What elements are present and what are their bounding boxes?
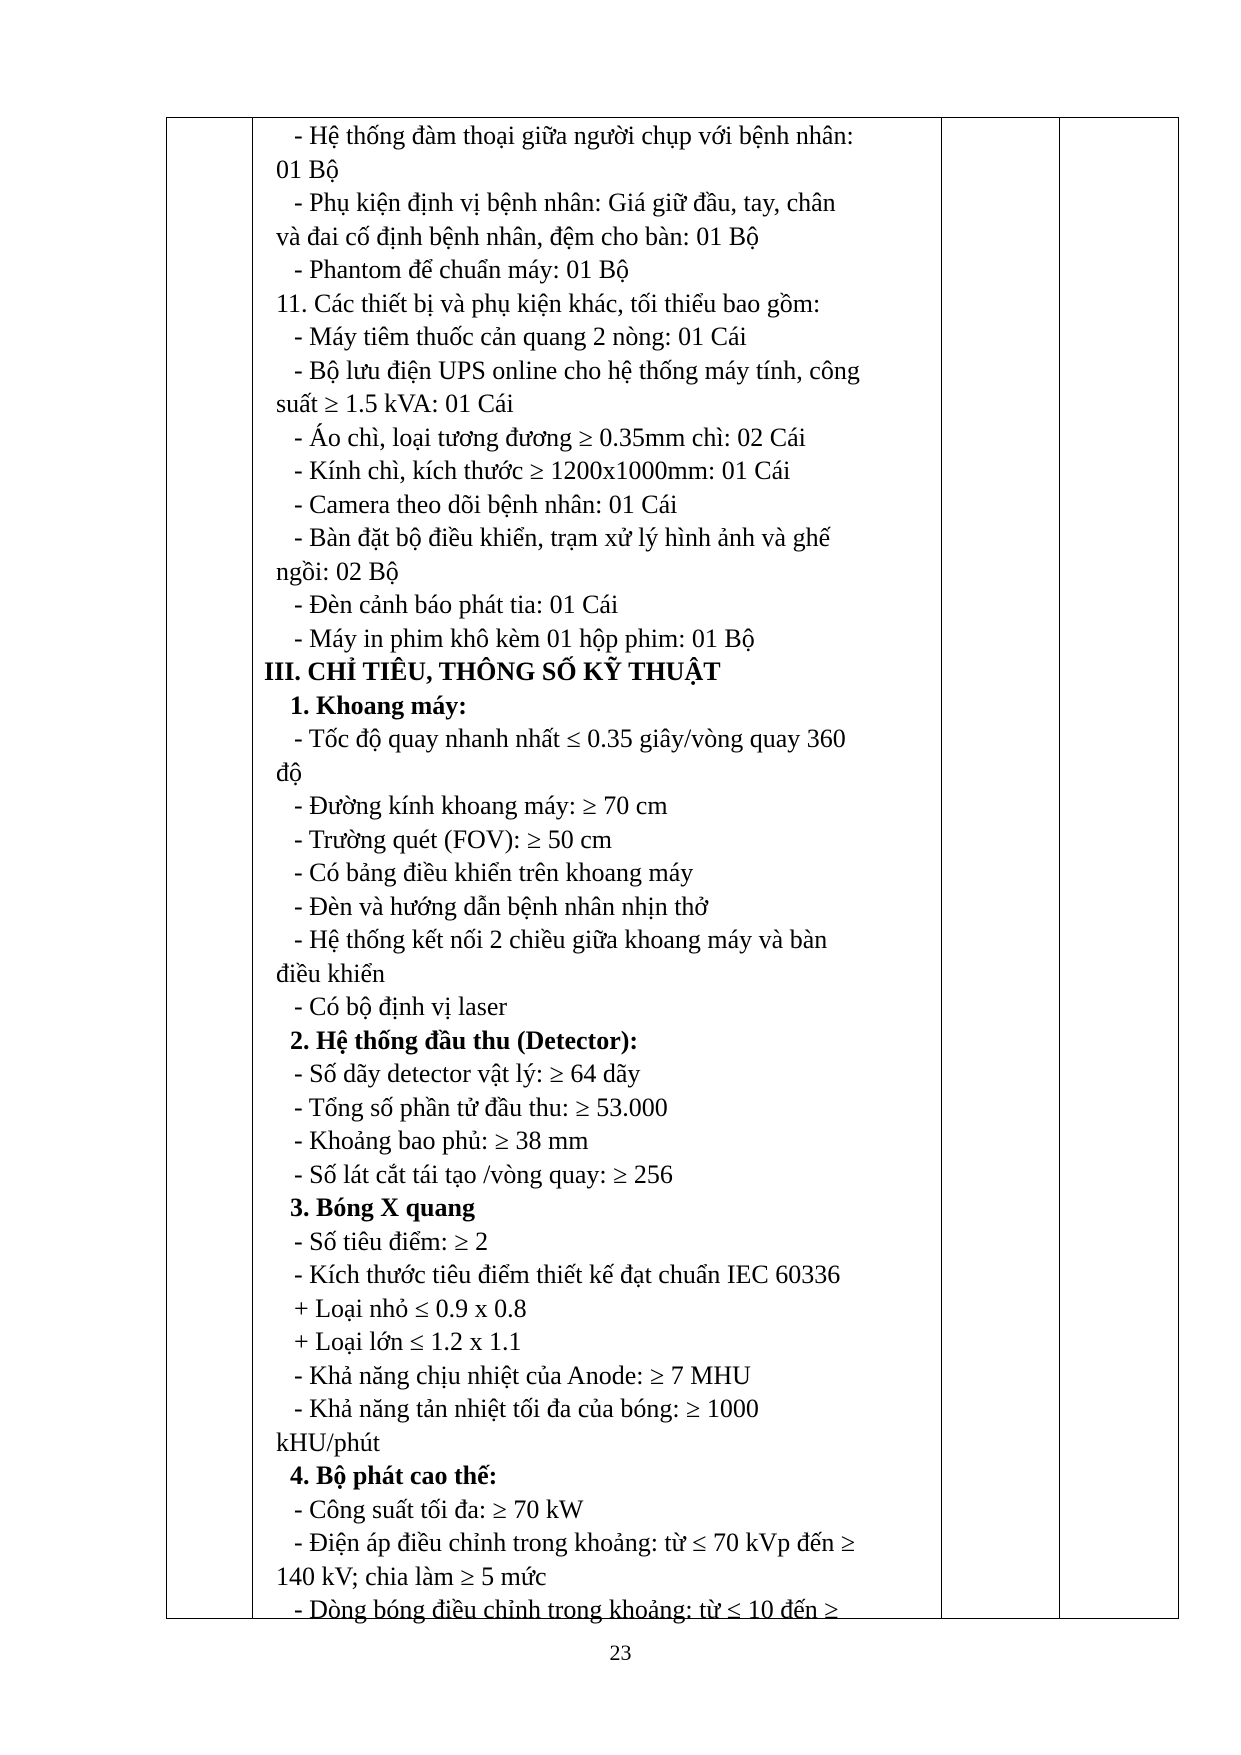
text-line: - Trường quét (FOV): ≥ 50 cm — [294, 824, 613, 854]
table-column-divider — [252, 117, 253, 1619]
text-line: - Có bộ định vị laser — [294, 992, 508, 1021]
table-column-divider — [941, 117, 942, 1619]
text-line: - Khả năng chịu nhiệt của Anode: ≥ 7 MHU — [294, 1360, 751, 1390]
text-line: - Camera theo dõi bệnh nhân: 01 Cái — [294, 489, 678, 519]
text-line: 4. Bộ phát cao thế: — [290, 1461, 498, 1490]
text-line: - Áo chì, loại tương đương ≥ 0.35mm chì: 02 Cái — [294, 422, 806, 452]
text-line: - Khoảng bao phủ: ≥ 38 mm — [294, 1126, 589, 1155]
text-line: + Loại lớn ≤ 1.2 x 1.1 — [294, 1327, 522, 1356]
text-line: - Đèn và hướng dẫn bệnh nhân nhịn thở — [294, 891, 709, 921]
text-line: và đai cố định bệnh nhân, đệm cho bàn: 01 Bộ — [276, 221, 760, 251]
text-line: - Bàn đặt bộ điều khiển, trạm xử lý hình ảnh và ghế — [294, 523, 831, 552]
text-line: - Đèn cảnh báo phát tia: 01 Cái — [294, 590, 619, 619]
text-line: độ — [276, 757, 302, 787]
text-line: - Có bảng điều khiển trên khoang máy — [294, 858, 694, 887]
text-line: - Phantom để chuẩn máy: 01 Bộ — [294, 255, 630, 284]
text-line: - Kích thước tiêu điểm thiết kế đạt chuẩn IEC 60336 — [294, 1260, 841, 1289]
table-column-divider — [1059, 117, 1060, 1619]
spec-description-cell — [264, 119, 931, 1627]
text-line: - Số lát cắt tái tạo /vòng quay: ≥ 256 — [294, 1159, 673, 1189]
text-line: - Khả năng tản nhiệt tối đa của bóng: ≥ 1000 — [294, 1394, 759, 1423]
text-line: - Tổng số phần tử đầu thu: ≥ 53.000 — [294, 1092, 668, 1122]
text-line: - Hệ thống kết nối 2 chiều giữa khoang máy và bàn — [294, 925, 828, 954]
text-line: - Dòng bóng điều chỉnh trong khoảng: từ ≤ 10 đến ≥ — [294, 1595, 839, 1624]
text-line: - Kính chì, kích thước ≥ 1200x1000mm: 01 Cái — [294, 456, 791, 485]
text-line: - Công suất tối đa: ≥ 70 kW — [294, 1494, 584, 1524]
text-line: kHU/phút — [276, 1427, 380, 1457]
text-line: 140 kV; chia làm ≥ 5 mức — [276, 1561, 547, 1591]
text-line: 2. Hệ thống đầu thu (Detector): — [290, 1025, 639, 1055]
text-line: - Đường kính khoang máy: ≥ 70 cm — [294, 791, 668, 820]
text-line: 1. Khoang máy: — [290, 690, 467, 720]
text-line: - Hệ thống đàm thoại giữa người chụp với bệnh nhân: — [294, 121, 854, 150]
text-line: - Máy in phim khô kèm 01 hộp phim: 01 Bộ — [294, 623, 755, 653]
text-line: suất ≥ 1.5 kVA: 01 Cái — [276, 389, 514, 418]
page-number: 23 — [609, 1640, 632, 1665]
text-line: - Phụ kiện định vị bệnh nhân: Giá giữ đầu, tay, chân — [294, 188, 836, 217]
text-line: - Điện áp điều chỉnh trong khoảng: từ ≤ 70 kVp đến ≥ — [294, 1528, 856, 1557]
text-line: 11. Các thiết bị và phụ kiện khác, tối thiểu bao gồm: — [276, 288, 821, 318]
text-line: 3. Bóng X quang — [290, 1193, 475, 1222]
text-line: III. CHỈ TIÊU, THÔNG SỐ KỸ THUẬT — [264, 657, 721, 686]
text-line: - Tốc độ quay nhanh nhất ≤ 0.35 giây/vòng quay 360 — [294, 724, 846, 753]
text-line: - Bộ lưu điện UPS online cho hệ thống máy tính, công — [294, 355, 860, 385]
text-line: + Loại nhỏ ≤ 0.9 x 0.8 — [294, 1293, 527, 1323]
text-line: - Số dãy detector vật lý: ≥ 64 dãy — [294, 1059, 641, 1088]
text-line: - Số tiêu điểm: ≥ 2 — [294, 1226, 489, 1256]
text-line: ngồi: 02 Bộ — [276, 556, 399, 586]
text-line: - Máy tiêm thuốc cản quang 2 nòng: 01 Cái — [294, 322, 747, 351]
text-line: điều khiển — [276, 958, 386, 988]
text-line: 01 Bộ — [276, 154, 339, 184]
